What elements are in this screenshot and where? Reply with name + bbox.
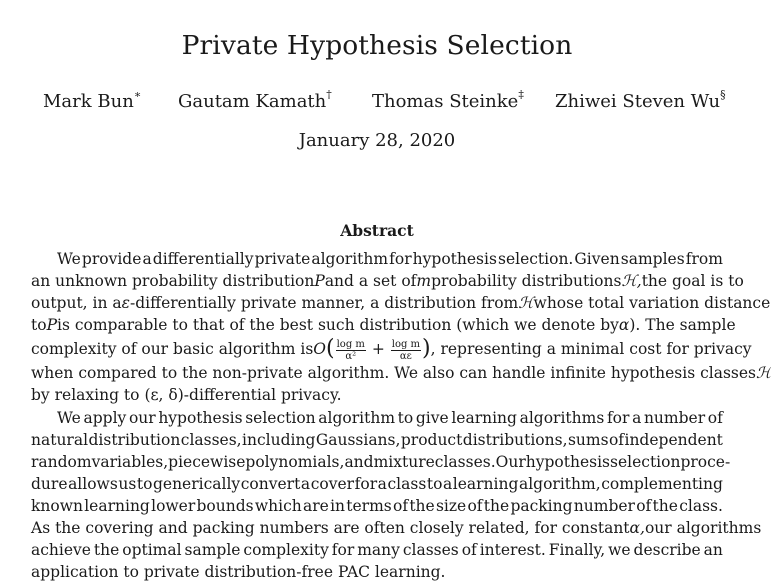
abstract-line: achieve the optimal sample complexity for many classes of interest. Finally, we describe an [31, 541, 723, 560]
abstract-line: an unknown probability distribution P and a set of m probability distributions ℋ, the goal is to [31, 272, 744, 291]
abstract-heading: Abstract [340, 221, 414, 240]
abstract-line: natural distribution classes, including Gaussians, product distributions, sums of independent [31, 430, 723, 449]
abstract-line: complexity of our basic algorithm is O( $\frac{\text{log m}}{\text{α²}}$ + $\frac{\text{log m}}{\alpha\varepsilon}$ ) , representing a minimal cost for privacy [31, 336, 752, 362]
paper-date: January 28, 2020 [298, 130, 456, 151]
abstract-line: when compared to the non-private algorithm. We also can handle infinite hypothesis classes ℋ [31, 364, 771, 383]
abstract-line: dure allows us to generically convert a cover for a class to a learning algorithm, complementing [31, 474, 723, 493]
author-4: Zhiwei Steven Wu§ [555, 88, 726, 112]
author-3: Thomas Steinke‡ [372, 88, 524, 112]
abstract-line: As the covering and packing numbers are often closely related, for constant α, our algorithms [31, 519, 762, 538]
abstract-line: random variables, piecewise polynomials, and mixture classes. Our hypothesis selection proce- [31, 452, 731, 471]
abstract-line: We apply our hypothesis selection algorithm to give learning algorithms for a number of [57, 408, 723, 427]
abstract-line: output, in a ε-differentially private manner, a distribution from ℋ whose total variation distance [31, 294, 771, 313]
author-2: Gautam Kamath† [178, 88, 332, 112]
abstract-line: known learning lower bounds which are in terms of the size of the packing number of the class. [31, 496, 723, 515]
abstract-line: by relaxing to (ε, δ)-differential privacy. [31, 386, 342, 405]
abstract-line: application to private distribution-free PAC learning. [31, 563, 446, 582]
abstract-body [31, 248, 771, 583]
paper-title: Private Hypothesis Selection [181, 30, 573, 61]
abstract-line: to P is comparable to that of the best such distribution (which we denote by α). The sample [31, 316, 736, 335]
author-1: Mark Bun∗ [43, 88, 142, 112]
abstract-line: We provide a differentially private algorithm for hypothesis selection. Given samples from [57, 250, 723, 268]
complexity-formula: O( $\frac{\text{log m}}{\text{α²}}$ + $\frac{\text{log m}}{\alpha\varepsilon}$ ) [313, 336, 431, 362]
